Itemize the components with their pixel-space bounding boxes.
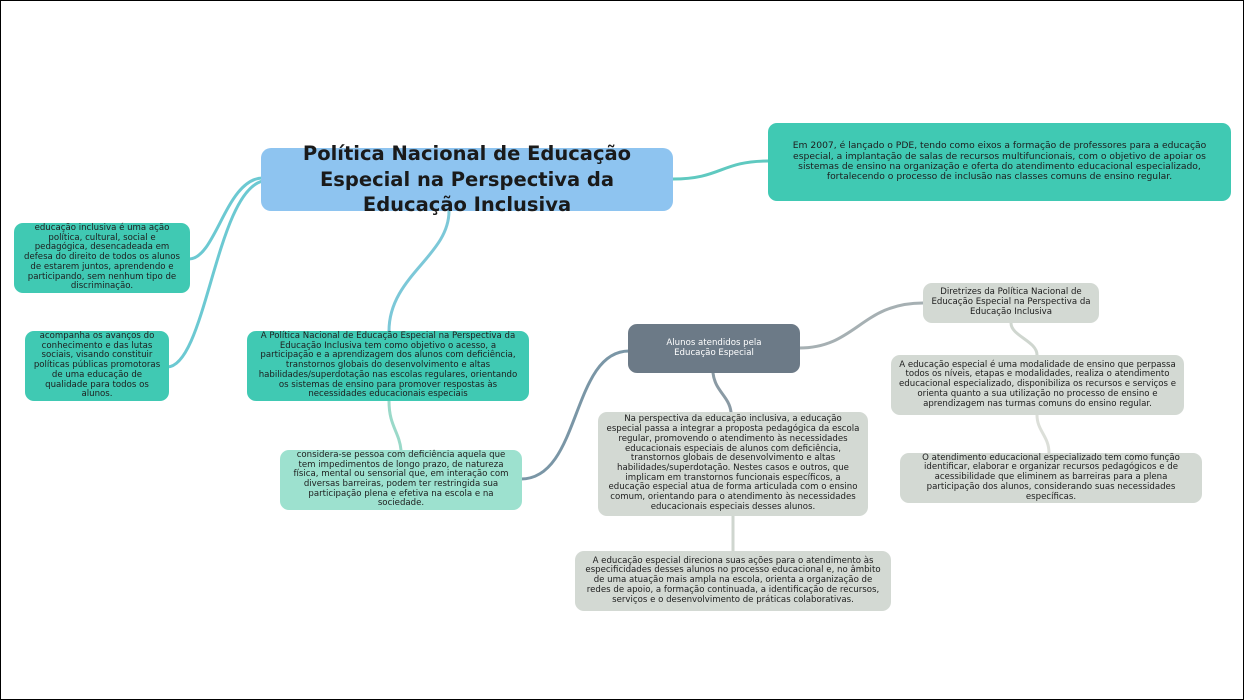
alunos-text: Alunos atendidos pela Educação Especial [666,337,762,358]
perspectiva-text: Na perspectiva da educação inclusiva, a educação especial passa a integrar a proposta pedagógica da escola regular, promovendo o atendimento às necessidades educacionais especiais de alunos com deficiência, transtornos globais de desenvolvimento e altas habilidades/superdotação. Nestes casos e outros, que implicam em transtornos funcionais específicos, a educação especial atua de forma articulada com o ensino comum, orientando para o atendimento às necessidades educacionais especiais desses alunos. [606,414,860,512]
aee-text: O atendimento educacional especializado tem como função identificar, elaborar e organizar recursos pedagógicos e de acessibilidade que eliminem as barreiras para a plena participação dos alunos, considerando suas necessidades específicas. [922,452,1180,502]
link-alunos-perspectiva [713,373,731,412]
link-alunos-diretrizes [799,303,923,348]
central-topic-node[interactable] [261,142,673,217]
deficiencia-text: considera-se pessoa com deficiência aquela que tem impedimentos de longo prazo, de natureza física, mental ou sensorial que, em interação com diversas barreiras, podem ter restringida sua participação plena e efetiva na escola e na sociedade. [293,449,509,509]
objetivo-text: A Política Nacional de Educação Especial na Perspectiva da Educação Inclusiva tem como objetivo o acesso, a participação e a aprendizagem dos alunos com deficiência, transtornos globais do desenvolvimento e altas habilidades/superdotação nas escolas regulares, orientando os sistemas de ensino para promover respostas às necessidades educacionais especiais [258,331,518,400]
modalidade-text: A educação especial é uma modalidade de ensino que perpassa todos os níveis, etapas e modalidades, realiza o atendimento educacional especializado, disponibiliza os recursos e serviços e orienta quanto a sua utilização no processo de ensino e aprendizagem nas turmas comuns do ensino regular. [899,359,1177,409]
deficiencia-node[interactable] [280,450,522,510]
link-diretrizes-modalidade [1011,323,1037,355]
central-topic-text: Política Nacional de Educação Especial na Perspectiva da Educação Inclusiva [302,142,632,217]
direciona-text: A educação especial direciona suas ações para o atendimento às especificidades desses alunos no processo educacional e, no âmbito de uma atuação mais ampla na escola, orienta a organização de redes de apoio, a formação continuada, a identificação de recursos, serviços e o desenvolvimento de práticas colaborativas. [585,555,881,605]
diretrizes-node[interactable] [923,283,1099,323]
direciona-node[interactable] [575,551,891,611]
objetivo-node[interactable] [247,331,529,401]
alunos-node[interactable] [628,324,800,373]
link-central-inclusiva [189,178,263,259]
diretrizes-text: Diretrizes da Política Nacional de Educação Especial na Perspectiva da Educação Inclusiva [931,287,1091,317]
perspectiva-node[interactable] [598,412,868,516]
link-central-pde [673,161,768,179]
pde-text: Em 2007, é lançado o PDE, tendo como eixos a formação de professores para a educação especial, a implantação de salas de recursos multifuncionais, com o objetivo de apoiar os sistemas de ensino na organização e oferta do atendimento educacional especializado, fortalecendo o processo de inclusão nas classes comuns de ensino regular. [792,140,1207,183]
inclusiva-text: educação inclusiva é uma ação política, cultural, social e pedagógica, desencadeada em defesa do direito de todos os alunos de estarem juntos, aprendendo e participando, sem nenhum tipo de discriminação. [24,223,180,292]
link-central-objetivo [389,211,449,331]
avancos-node[interactable] [25,331,169,401]
avancos-text: acompanha os avanços do conhecimento e das lutas sociais, visando constituir políticas públicas promotoras de uma educação de qualidade para todos os alunos. [33,331,161,400]
link-objetivo-deficiencia [389,401,401,450]
aee-node[interactable] [900,453,1202,503]
modalidade-node[interactable] [891,355,1184,415]
link-modalidade-aee [1037,415,1049,453]
pde-node[interactable] [768,123,1231,201]
inclusiva-node[interactable] [14,223,190,293]
